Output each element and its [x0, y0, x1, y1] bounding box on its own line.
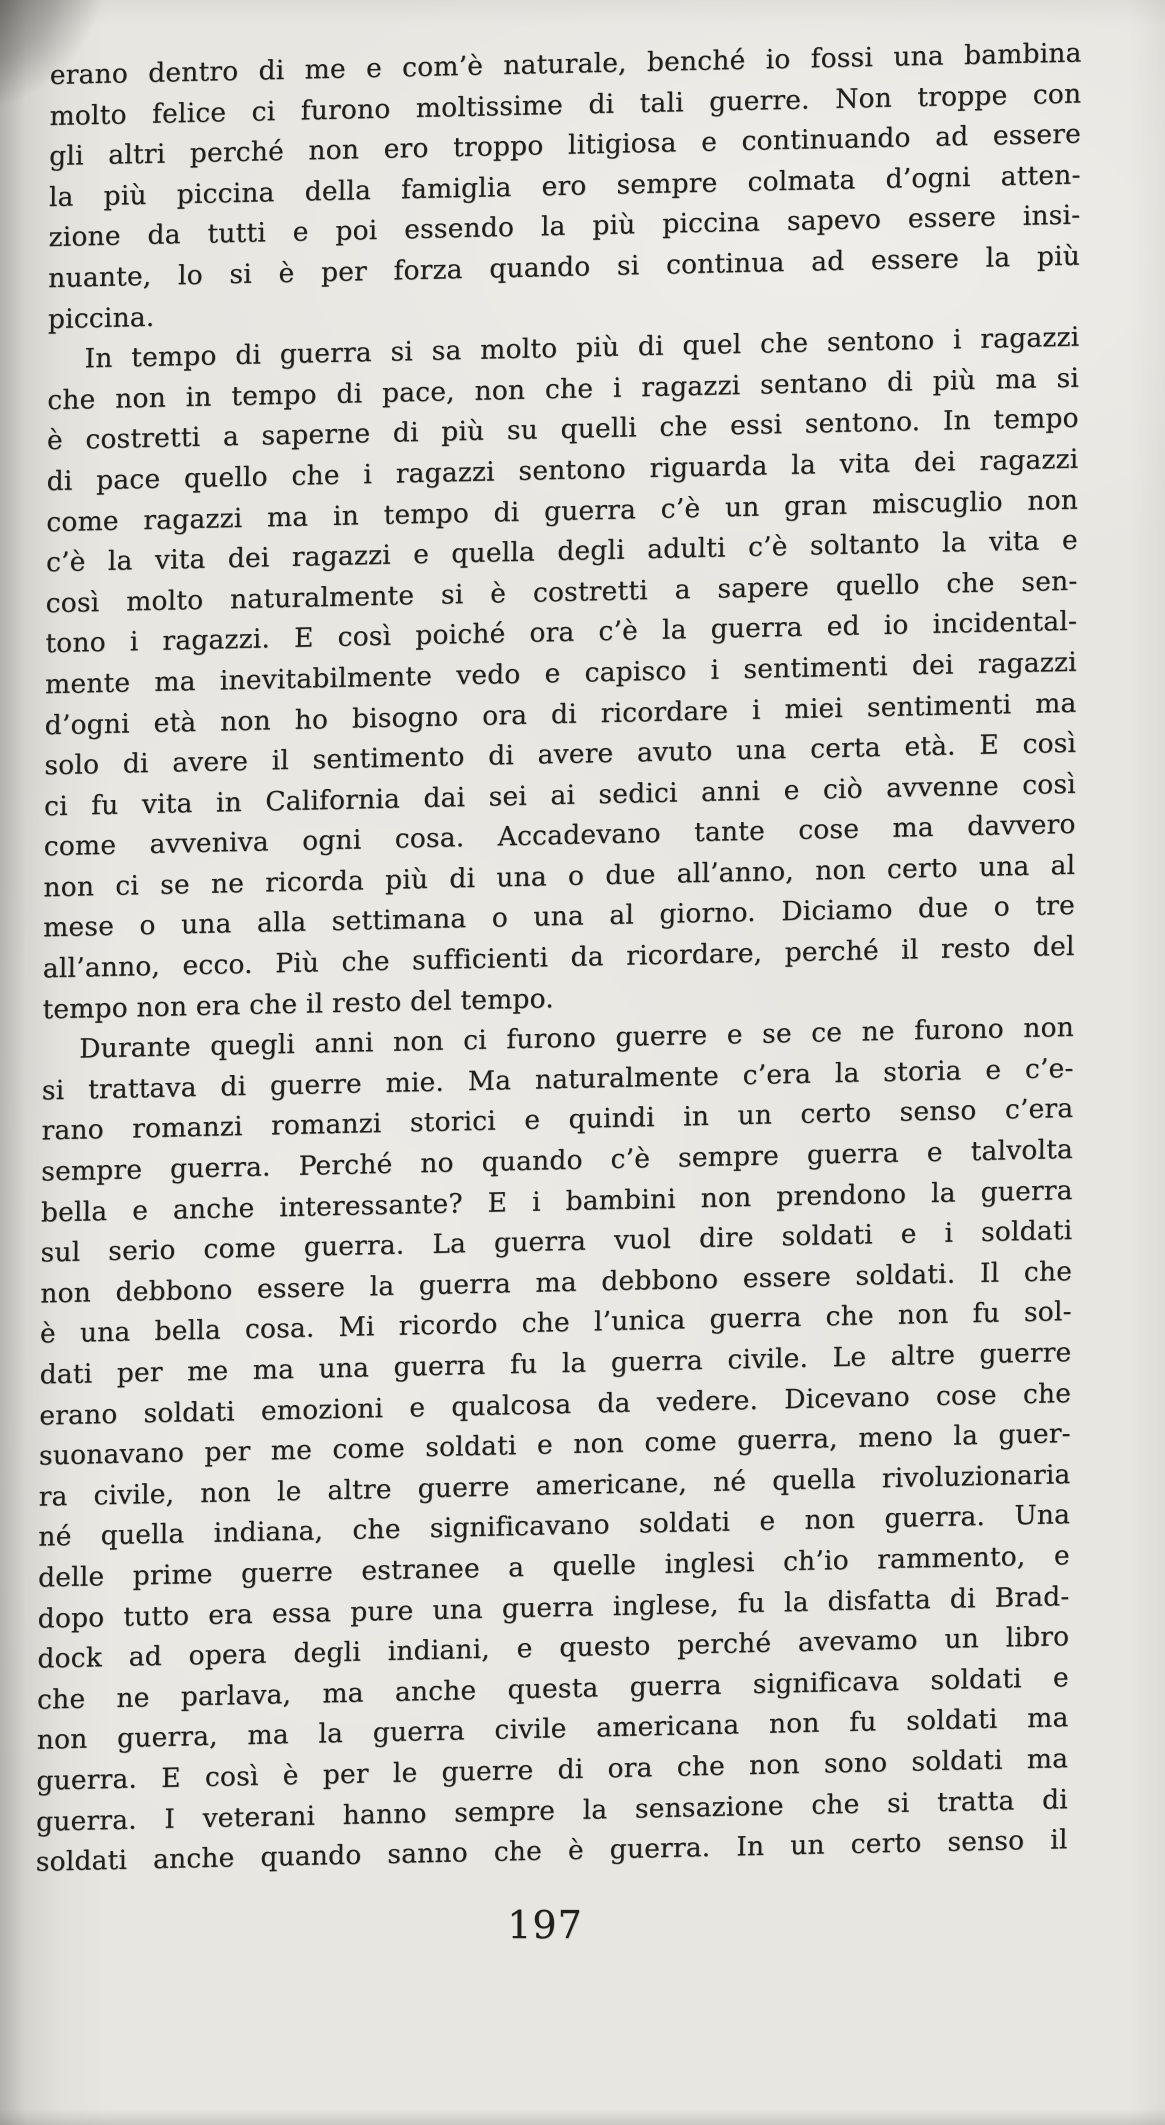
paragraph — [48, 33, 1082, 340]
text-line: è costretti a saperne di più su quelli che essi sentono. In tempo — [46, 402, 1079, 457]
text-line: che ne parlava, ma anche questa guerra significava soldati e — [36, 1661, 1069, 1716]
text-line: tono i ragazzi. E così poiché ora c’è la guerra ed io incidental- — [45, 606, 1078, 660]
text-line: così molto naturalmente si è costretti a sapere quello che sen- — [45, 565, 1078, 619]
text-line: non ci se ne ricorda più di una o due all’anno, non certo una al — [43, 849, 1076, 904]
text-line: la più piccina della famiglia ero sempre colmata d’ogni atten- — [48, 159, 1081, 213]
text-line: che non in tempo di pace, non che i ragazzi sentano di più ma si — [47, 362, 1080, 416]
paragraph — [36, 1008, 1074, 1883]
page-text — [36, 33, 1082, 1883]
text-line: sul serio come guerra. La guerra vuol dire soldati e i soldati — [40, 1215, 1073, 1269]
text-line: all’anno, ecco. Più che sufficienti da ricordare, perché il resto del — [42, 930, 1075, 985]
text-line: sempre guerra. Perché no quando c’è sempre guerra e talvolta — [41, 1133, 1074, 1188]
text-line: non guerra, ma la guerra civile americana non fu soldati ma — [36, 1702, 1069, 1757]
page-number: 197 — [507, 1903, 583, 1947]
text-line: ra civile, non le altre guerre americane, né quella rivoluzionaria — [38, 1458, 1071, 1513]
text-line: dati per me ma una guerra fu la guerra civile. Le altre guerre — [39, 1337, 1072, 1391]
text-line: molto felice ci furono moltissime di tali guerre. Non troppe con — [49, 78, 1082, 132]
text-line: c’è la vita dei ragazzi e quella degli adulti c’è soltanto la vita e — [45, 524, 1078, 579]
text-line: dopo tutto era essa pure una guerra inglese, fu la disfatta di Brad- — [37, 1580, 1070, 1635]
text-line: come ragazzi ma in tempo di guerra c’è un gran miscuglio non — [46, 484, 1079, 538]
text-line: rano romanzi romanzi storici e quindi in un certo senso c’era — [41, 1093, 1074, 1147]
text-line: suonavano per me come soldati e non come guerra, meno la guer- — [38, 1418, 1071, 1472]
text-line: nuante, lo si è per forza quando si continua ad essere la più — [48, 240, 1081, 295]
text-line: è una bella cosa. Mi ricordo che l’unica guerra che non fu sol- — [39, 1296, 1072, 1350]
text-line: erano soldati emozioni e qualcosa da vedere. Dicevano cose che — [39, 1377, 1072, 1432]
text-line: ci fu vita in California dai sei ai sedici anni e ciò avvenne così — [43, 768, 1076, 823]
text-line: delle prime guerre estranee a quelle inglesi ch’io rammento, e — [37, 1540, 1070, 1594]
text-line: tempo non era che il resto del tempo. — [42, 982, 555, 1026]
text-line: non debbono essere la guerra ma debbono essere soldati. Il che — [40, 1255, 1073, 1310]
text-line: né quella indiana, che significavano soldati e non guerra. Una — [38, 1499, 1071, 1553]
text-line: In tempo di guerra si sa molto più di quel che sentono i ragazzi — [84, 321, 1080, 375]
text-line: dock ad opera degli indiani, e questo perché avevamo un libro — [37, 1621, 1070, 1675]
text-line: mese o una alla settimana o una al giorno. Diciamo due o tre — [43, 890, 1076, 944]
text-line: zione da tutti e poi essendo la più piccina sapevo essere insi- — [48, 199, 1081, 254]
text-line: come avveniva ogni cosa. Accadevano tante cose ma davvero — [43, 809, 1076, 863]
text-line: Durante quegli anni non ci furono guerre e se ce ne furono non — [79, 1012, 1075, 1065]
text-line: gli altri perché non ero troppo litigiosa e continuando ad essere — [49, 118, 1082, 173]
text-line: guerra. I veterani hanno sempre la sensazione che si tratta di — [36, 1783, 1069, 1838]
text-line: piccina. — [47, 301, 155, 335]
text-line: erano dentro di me e com’è naturale, benché io fossi una bambina — [49, 37, 1082, 92]
text-line: di pace quello che i ragazzi sentono riguarda la vita dei ragazzi — [46, 443, 1079, 498]
text-line: solo di avere il sentimento di avere avuto una certa età. E così — [44, 727, 1077, 782]
text-line: bella e anche interessante? E i bambini non prendono la guerra — [40, 1174, 1073, 1229]
text-line: soldati anche quando sanno che è guerra. In un certo senso il — [35, 1824, 1068, 1878]
paragraph — [42, 318, 1079, 1031]
text-line: d’ogni età non ho bisogno ora di ricordare i miei sentimenti ma — [44, 687, 1077, 741]
text-line: mente ma inevitabilmente vedo e capisco i sentimenti dei ragazzi — [44, 646, 1077, 701]
text-line: guerra. E così è per le guerre di ora che non sono soldati ma — [36, 1743, 1069, 1797]
text-line: si trattava di guerre mie. Ma naturalmente c’era la storia e c’e- — [41, 1052, 1074, 1107]
